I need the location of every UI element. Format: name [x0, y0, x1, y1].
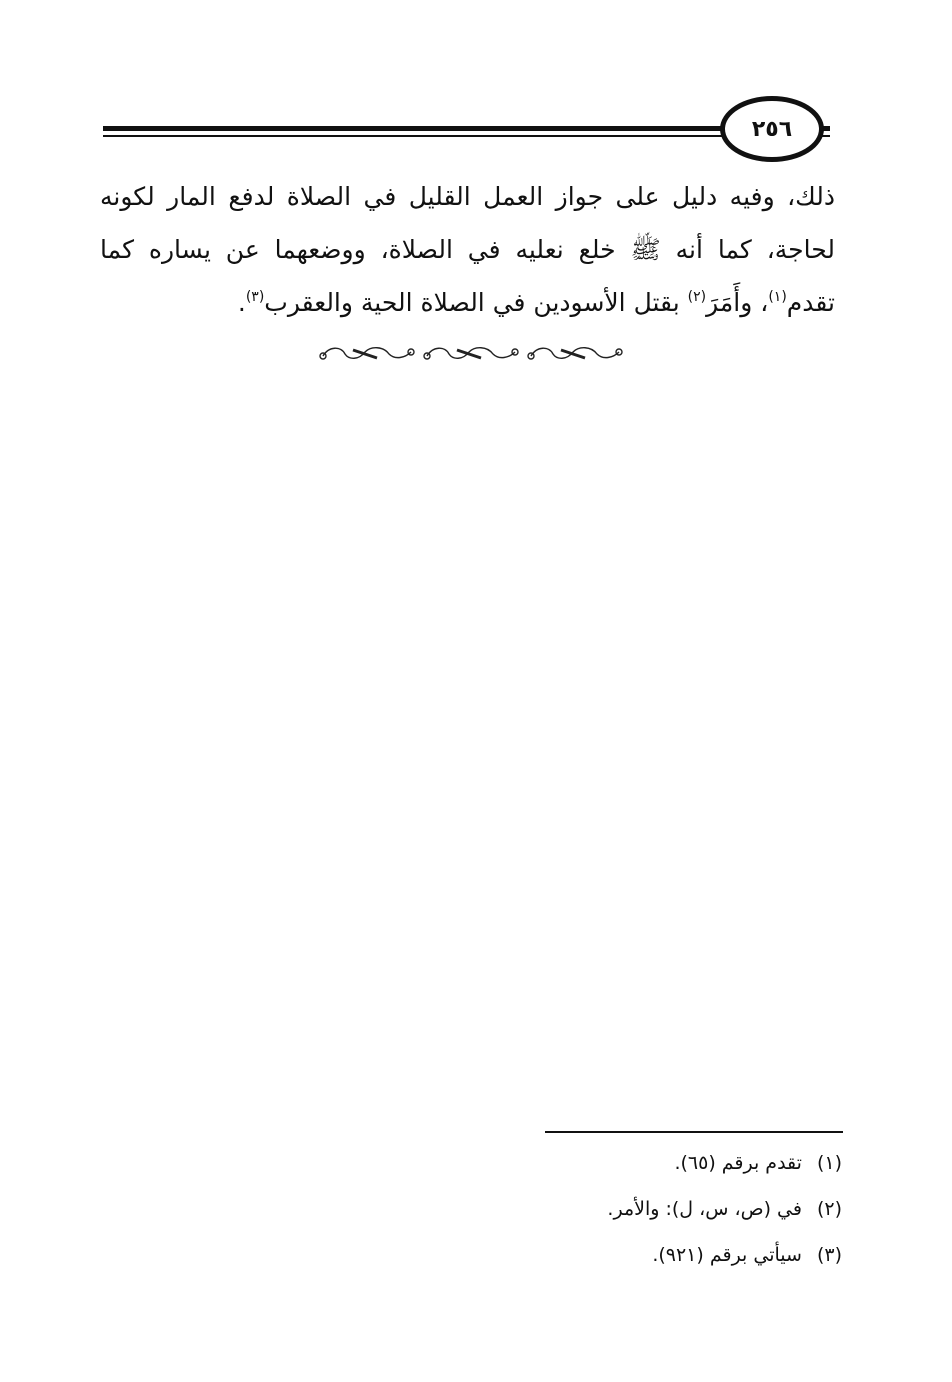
ornament-divider-icon — [315, 338, 625, 368]
footnote-2 — [422, 1186, 842, 1232]
footnote-ref-1[interactable]: (١) — [768, 289, 787, 305]
footnote-text: تقدم برقم (٦٥). — [674, 1152, 802, 1174]
header-rule-thick — [103, 126, 725, 131]
ornament-segment — [528, 348, 622, 359]
header-rule-thin — [103, 135, 725, 137]
body-text-part-3: بقتل الأسودين في الصلاة الحية والعقرب — [264, 288, 688, 317]
footnote-ref-3[interactable]: (٣) — [245, 289, 265, 305]
footnotes — [422, 1140, 842, 1278]
body-text-part-4: . — [237, 288, 246, 317]
footnote-text: سيأتي برقم (٩٢١). — [652, 1244, 802, 1266]
footnote-text: في (ص، س، ل): والأمر. — [607, 1198, 802, 1220]
body-text-part-2: ، وأَمَرَ — [706, 288, 769, 317]
page-number-text: ٢٥٦ — [751, 116, 793, 142]
footnote-3 — [422, 1232, 842, 1278]
ornament-segment — [320, 348, 414, 359]
footnote-1 — [422, 1140, 842, 1186]
ornament-segment — [424, 348, 518, 359]
footnote-ref-2[interactable]: (٢) — [687, 289, 707, 305]
footnote-number: (٢) — [816, 1198, 842, 1220]
main-paragraph — [100, 170, 835, 329]
body-text-part-1: ذلك، وفيه دليل على جواز العمل القليل في الصلاة لدفع المار لكونه لحاجة، كما أنه ﷺ خلع نعليه في الصلاة، ووضعهما عن يساره كما تقدم — [100, 182, 835, 317]
page-number — [720, 96, 824, 162]
footnote-number: (٣) — [816, 1244, 842, 1266]
footnote-separator — [545, 1131, 843, 1133]
footnote-number: (١) — [816, 1152, 842, 1174]
